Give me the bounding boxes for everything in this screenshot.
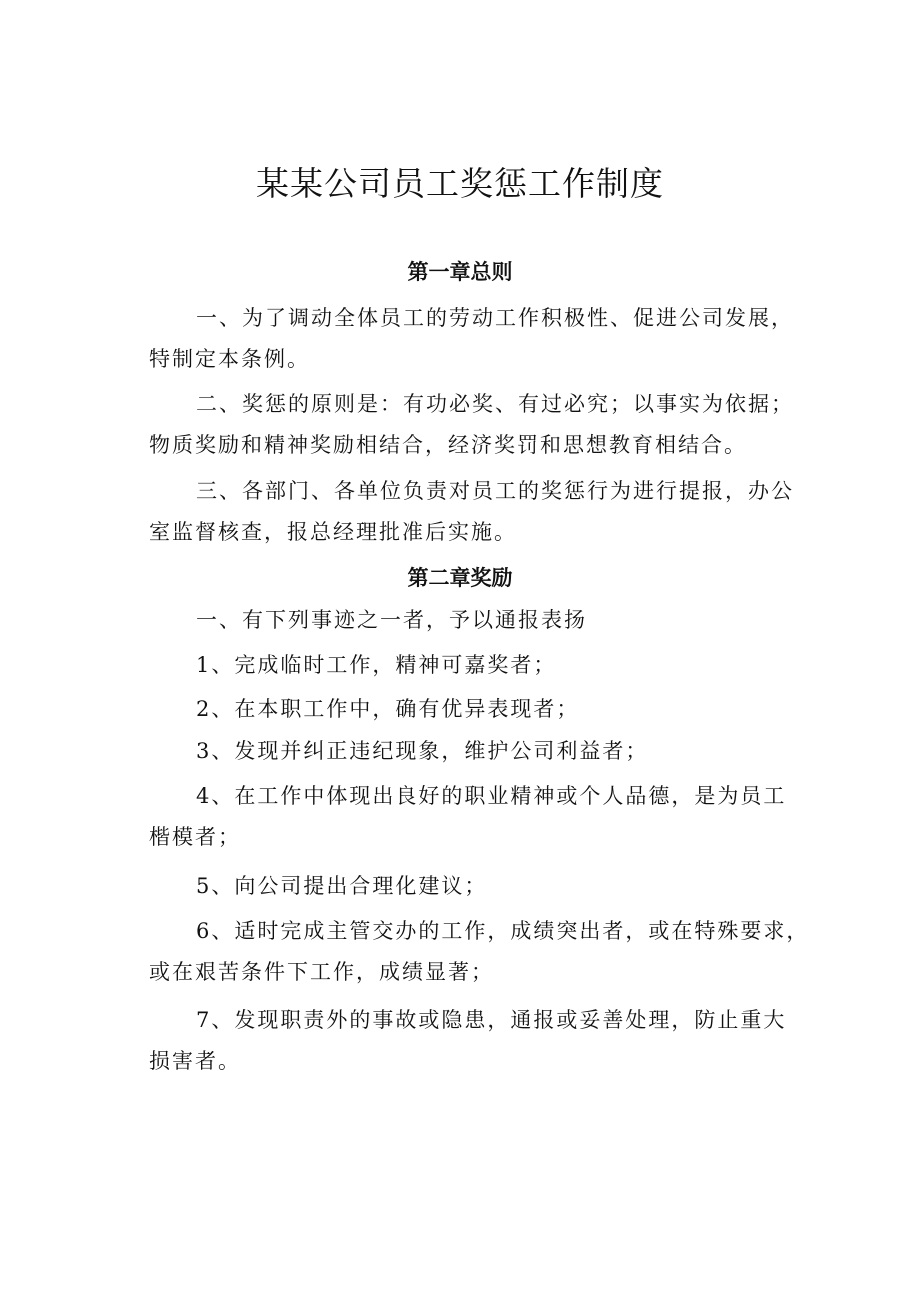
paragraph-line: 5、向公司提出合理化建议； (196, 874, 488, 898)
chapter-1-heading: 第一章总则 (407, 260, 513, 284)
chapter-1-paragraph-2 (149, 384, 811, 466)
paragraph-line: 特制定本条例。 (149, 347, 310, 371)
document-title: 某某公司员工奖惩工作制度 (256, 164, 664, 203)
chapter-2-intro (149, 600, 811, 641)
paragraph-line: 一、为了调动全体员工的劳动工作积极性、促进公司发展， (196, 306, 794, 330)
paragraph-line: 6、适时完成主管交办的工作，成绩突出者，或在特殊要求， (196, 919, 810, 943)
paragraph-line: 一、有下列事迹之一者，予以通报表扬 (196, 608, 587, 632)
chapter-1-paragraph-1 (149, 298, 811, 380)
reward-item-3 (149, 731, 811, 772)
paragraph-line: 1、完成临时工作，精神可嘉奖者； (196, 653, 557, 677)
reward-item-6 (149, 911, 811, 993)
reward-item-5 (149, 866, 811, 907)
reward-item-4 (149, 776, 811, 858)
reward-item-2 (149, 689, 811, 730)
reward-item-7 (149, 1000, 811, 1082)
paragraph-line: 三、各部门、各单位负责对员工的奖惩行为进行提报，办公 (196, 479, 794, 503)
paragraph-line: 楷模者； (149, 825, 241, 849)
chapter-2-heading: 第二章奖励 (407, 566, 513, 590)
paragraph-line: 物质奖励和精神奖励相结合，经济奖罚和思想教育相结合。 (149, 433, 747, 457)
reward-item-1 (149, 645, 811, 686)
paragraph-line: 损害者。 (149, 1049, 241, 1073)
paragraph-line: 3、发现并纠正违纪现象，维护公司利益者； (196, 739, 649, 763)
chapter-1-paragraph-3 (149, 471, 811, 553)
paragraph-line: 2、在本职工作中，确有优异表现者； (196, 697, 580, 721)
paragraph-line: 室监督核查，报总经理批准后实施。 (149, 520, 517, 544)
paragraph-line: 4、在工作中体现出良好的职业精神或个人品德，是为员工 (196, 784, 787, 808)
paragraph-line: 或在艰苦条件下工作，成绩显著； (149, 960, 494, 984)
paragraph-line: 二、奖惩的原则是：有功必奖、有过必究；以事实为依据； (196, 392, 794, 416)
paragraph-line: 7、发现职责外的事故或隐患，通报或妥善处理，防止重大 (196, 1008, 787, 1032)
